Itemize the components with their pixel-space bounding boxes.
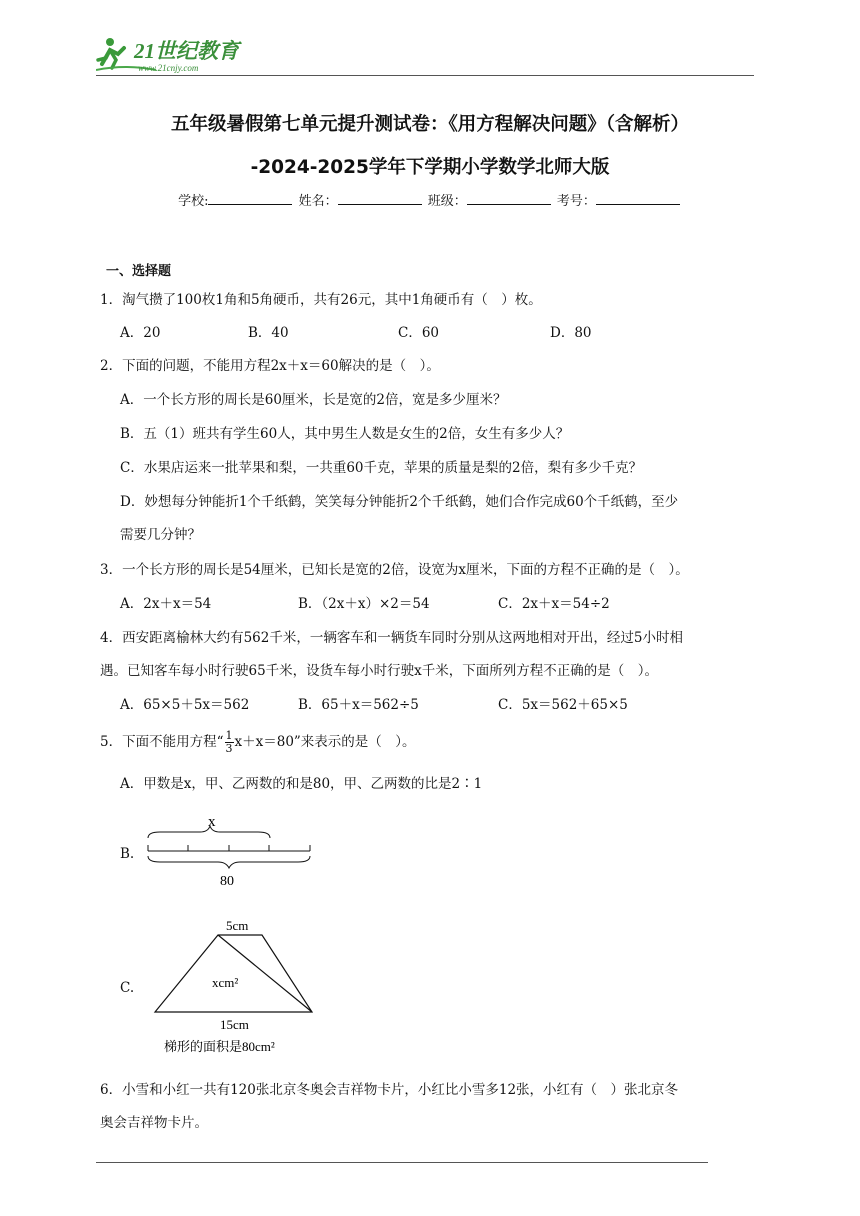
c-diagram-top-label: 5cm (226, 918, 249, 933)
c-diagram-bottom-label: 15cm (220, 1017, 249, 1032)
question-2: 2．下面的问题，不能用方程2x＋x＝60解决的是（ ）。 (100, 358, 440, 374)
q5-text-post: x＋x＝80”来表示的是（ ）。 (234, 734, 416, 750)
page-title-line2: -2024-2025学年下学期小学数学北师大版 (250, 157, 610, 178)
c-diagram-area-label: xcm² (212, 975, 239, 990)
q5-option-a: A．甲数是x，甲、乙两数的和是80，甲、乙两数的比是2∶1 (120, 776, 483, 792)
footer-divider (96, 1162, 708, 1163)
question-5 (100, 730, 416, 755)
q3-option-c: C．2x＋x＝54÷2 (498, 596, 610, 612)
q3-option-b: B．（2x＋x）×2＝54 (298, 596, 430, 612)
c-diagram-caption: 梯形的面积是80cm² (164, 1039, 275, 1054)
q1-option-d: D．80 (550, 325, 592, 341)
number-label: 考号： (556, 194, 596, 209)
q1-option-a: A．20 (120, 325, 161, 341)
q1-option-c: C．60 (398, 325, 440, 341)
class-blank[interactable] (467, 193, 551, 205)
question-4-line1: 4．西安距离榆林大约有562千米，一辆客车和一辆货车同时分别从这两地相对开出，经过5小时相 (100, 630, 683, 646)
q5-text-pre: 5．下面不能用方程“ (100, 734, 224, 750)
q2-option-a: A．一个长方形的周长是60厘米，长是宽的2倍，宽是多少厘米？ (120, 392, 507, 408)
q2-option-d-line2: 需要几分钟？ (120, 527, 201, 543)
q5-frac-num: 1 (225, 729, 233, 742)
header-divider (96, 75, 754, 76)
q4-option-a: A．65×5＋5x＝562 (120, 697, 250, 713)
q2-option-b: B．五（1）班共有学生60人，其中男生人数是女生的2倍，女生有多少人？ (120, 426, 570, 442)
q5-frac-den: 3 (225, 742, 233, 755)
question-3: 3．一个长方形的周长是54厘米，已知长是宽的2倍，设宽为x厘米，下面的方程不正确的是（ ）。 (100, 562, 689, 578)
logo-url: www.21cnjy.com (138, 63, 199, 73)
q2-option-d-line1: D．妙想每分钟能折1个千纸鹤，笑笑每分钟能折2个千纸鹤，她们合作完成60个千纸鹤，至少 (120, 494, 679, 510)
b-diagram-bottom-label: 80 (220, 874, 234, 889)
student-info (0, 190, 860, 209)
question-6-line2: 奥会吉祥物卡片。 (100, 1115, 208, 1131)
class-label: 班级： (427, 194, 467, 209)
q3-option-a: A．2x＋x＝54 (120, 596, 212, 612)
section-heading: 一、选择题 (106, 264, 172, 279)
name-blank[interactable] (338, 193, 422, 205)
page-title-line1: 五年级暑假第七单元提升测试卷：《用方程解决问题》（含解析） (170, 114, 689, 135)
question-4-line2: 遇。已知客车每小时行驶65千米，设货车每小时行驶x千米，下面所列方程不正确的是（ ）。 (100, 663, 659, 679)
q4-option-b: B．65＋x＝562÷5 (298, 697, 419, 713)
q5-option-b-label: B. (120, 846, 135, 862)
q5-option-b-diagram (140, 808, 320, 890)
school-blank[interactable] (208, 193, 292, 205)
q5-fraction (225, 730, 234, 755)
q2-option-c: C．水果店运来一批苹果和梨，一共重60千克，苹果的质量是梨的2倍，梨有多少千克？ (120, 460, 643, 476)
q4-option-c: C．5x＝562＋65×5 (498, 697, 628, 713)
question-6-line1: 6．小雪和小红一共有120张北京冬奥会吉祥物卡片，小红比小雪多12张，小红有（ ）张北京冬 (100, 1082, 679, 1098)
name-label: 姓名： (298, 194, 338, 209)
q5-option-c-diagram (150, 915, 320, 1060)
logo-brand: 21世纪教育 (134, 39, 239, 63)
school-label: 学校: (178, 194, 209, 209)
question-1: 1．淘气攒了100枚1角和5角硬币，共有26元，其中1角硬币有（ ）枚。 (100, 292, 542, 308)
number-blank[interactable] (596, 193, 680, 205)
q5-option-c-label: C. (120, 980, 135, 996)
site-logo (96, 34, 256, 76)
b-diagram-top-label: x (208, 814, 216, 830)
q1-option-b: B．40 (248, 325, 289, 341)
